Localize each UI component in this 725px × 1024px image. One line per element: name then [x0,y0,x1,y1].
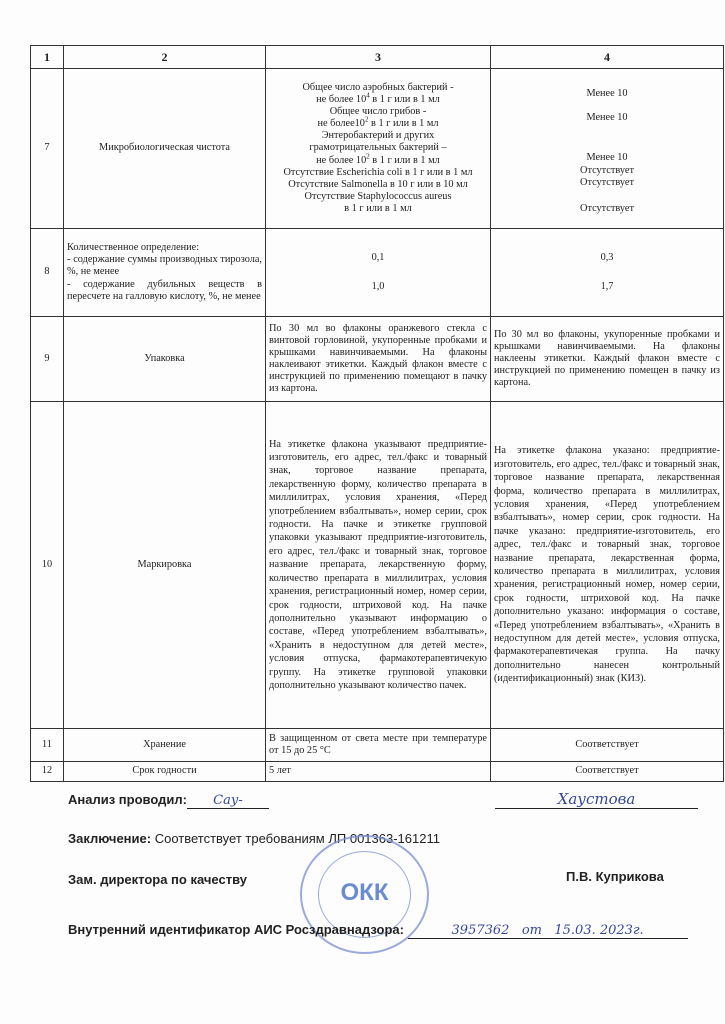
text: не более10 [317,118,365,130]
indicator-name: Срок годности [64,762,266,782]
conclusion-text: Соответствует требованиям ЛП 001363-161211 [151,831,440,846]
header-cell: 4 [491,46,724,69]
deputy-name: П.В. Куприкова [566,869,664,884]
spec-line: Отсутствие Escherichia coli в 1 г или в 1 мл [283,166,473,178]
table-row [31,729,724,762]
spec-cell: В защищенном от света месте при температуре от 15 до 25 °C [266,729,491,762]
spec-line [269,152,487,167]
result-line: Отсутствует [580,202,634,214]
result-value: 1,7 [600,280,614,292]
result-line: Отсутствует [580,164,634,176]
result-cell: Соответствует [491,762,724,782]
spec-line [269,91,487,106]
ais-line [68,922,688,939]
spec-line: Энтеробактерий и других [321,130,435,142]
result-cell [491,229,724,317]
row-number: 10 [31,402,64,729]
analyst-signature: Сау- [187,793,269,809]
spec-cell: На этикетке флакона указывают предприятие-изготовитель, его адрес, тел./факс и товарный знак, торговое название препарата, лекарственную форму, количество препарата в миллилитрах, условия хранения, «Перед употреблением взбалтывать», номер серии, срок годности. На пачке и этикетке групповой упаковки указывают предприятие-изготовитель, его адрес, тел./факс и товарный знак, торговое название препарата, лекарственную форму, количество препарата в миллилитрах, условия хранения, регистрационный номер, номер серии, срок годности, штриховой код. На пачке дополнительно указывают информацию о составе, «Перед употреблением взбалтывать», «Хранить в недоступном для детей месте», условия отпуска, фармакотерапевтичекую группу. На этикетке групповой упаковки дополнительно указывают количество пачек. [266,402,491,729]
ais-label: Внутренний идентификатор АИС Росздравнадзора: [68,922,404,937]
analyst-name-line [495,790,698,809]
row-number: 9 [31,317,64,402]
analysis-line [68,792,269,809]
spec-cell [266,229,491,317]
header-cell: 3 [266,46,491,69]
exponent: 2 [364,115,369,124]
table-row [31,317,724,402]
result-line: Менее 10 [586,152,628,164]
spec-line: в 1 г или в 1 мл [344,202,412,214]
spec-line: Отсутствие Salmonella в 10 г или в 10 мл [288,178,468,190]
result-value: 0,3 [600,252,614,264]
indicator-name [64,229,266,317]
result-line: Менее 10 [586,88,628,100]
table-row [31,229,724,317]
text: в 1 г или в 1 мл [369,94,440,106]
text: в 1 г или в 1 мл [368,118,439,130]
text: в 1 г или в 1 мл [369,154,440,166]
spec-cell: По 30 мл во флаконы оранжевого стекла с винтовой горловиной, укупоренные пробками и крышками навинчиваемыми. На флаконы наклеивают этикетки. Каждый флакон вместе с инструкцией по применению помещают в пачку из картона. [266,317,491,402]
result-line: Менее 10 [586,112,628,124]
spec-line [269,115,487,130]
row-number: 8 [31,229,64,317]
results-table [30,45,724,782]
spec-cell [266,69,491,229]
result-cell: Соответствует [491,729,724,762]
header-cell: 2 [64,46,266,69]
indicator-title: Количественное определение: [67,242,200,254]
indicator-sub: - содержание суммы производных тирозола, %, не менее [67,254,262,278]
exponent: 2 [366,152,370,161]
spec-value: 0,1 [371,252,385,264]
result-cell [491,69,724,229]
exponent: 4 [366,91,370,100]
row-number: 7 [31,69,64,229]
analysis-label: Анализ проводил: [68,792,187,807]
conclusion-label: Заключение: [68,831,152,846]
spec-line: Общее число грибов - [329,106,427,118]
deputy-label: Зам. директора по качеству [68,872,247,887]
table-row [31,762,724,782]
text: не более 10 [316,94,367,106]
analyst-name-handwritten: Хаустова [495,790,698,809]
indicator-sub: - содержание дубильных веществ в пересчете на галловую кислоту, %, не менее [67,278,262,302]
stamp-logo: ОКК [340,879,389,906]
indicator-name: Маркировка [64,402,266,729]
table-row [31,402,724,729]
spec-line: Общее число аэробных бактерий - [302,81,454,93]
spec-value: 1,0 [371,280,385,292]
indicator-name: Хранение [64,729,266,762]
header-row [31,46,724,69]
spec-cell: 5 лет [266,762,491,782]
spec-line: грамотрицательных бактерий – [309,142,447,154]
result-cell: По 30 мл во флаконы, укупоренные пробками и крышками навинчиваемыми. На флаконы наклеены этикетки. Каждый флакон вместе с инструкцией по применению помещен в пачку из картона. [491,317,724,402]
indicator-name: Микробиологическая чистота [64,69,266,229]
result-cell: На этикетке флакона указано: предприятие-изготовитель, его адрес, тел./факс и товарный знак, торговое название препарата, лекарственная форма, количество препарата в миллилитрах, условия хранения, «Перед употреблением взбалтывать», номер серии, срок годности. На пачке указано: предприятие-изготовитель, его адрес, тел./факс и товарный знак, торговое название препарата, лекарственная форма, количество препарата в миллилитрах, условия хранения, регистрационный номер, номер серии, срок годности, штриховой код. На пачке дополнительно указано: информация о составе, «Перед употреблением взбалтывать», «Хранить в недоступном для детей месте», условия отпуска, фармакотерапевтичекая группа. На пачку дополнительно нанесен контрольный (идентификационный) знак (КИЗ). [491,402,724,729]
header-cell: 1 [31,46,64,69]
ais-value: 3957362 от 15.03. 2023г. [408,923,688,939]
row-number: 12 [31,762,64,782]
text: не более 10 [316,154,367,166]
result-line: Отсутствует [580,176,634,188]
table-row [31,69,724,229]
row-number: 11 [31,729,64,762]
indicator-name: Упаковка [64,317,266,402]
spec-line: Отсутствие Staphylococcus aureus [304,190,452,202]
